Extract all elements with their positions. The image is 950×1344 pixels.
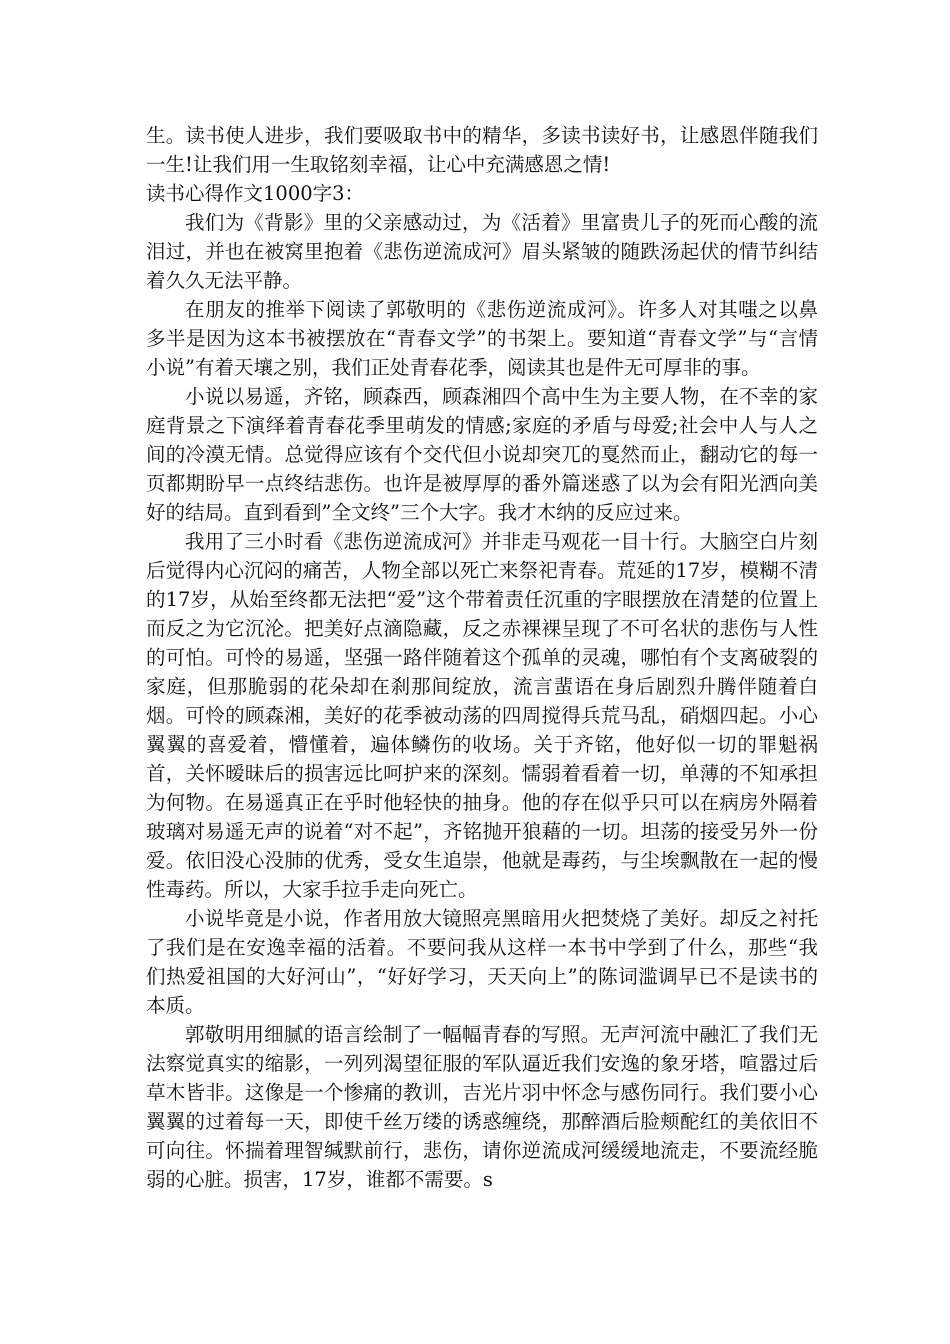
paragraph: 我们为《背影》里的父亲感动过，为《活着》里富贵儿子的死而心酸的流泪过，并也在被窝里抱着《悲伤逆流成河》眉头紧皱的随跌汤起伏的情节纠结着久久无法平静。 bbox=[146, 211, 818, 292]
paragraph: 郭敬明用细腻的语言绘制了一幅幅青春的写照。无声河流中融汇了我们无法察觉真实的缩影，一列列渴望征服的军队逼近我们安逸的象牙塔，喧嚣过后草木皆非。这像是一个惨痛的教训，吉光片羽中怀念与感伤同行。我们要小心翼翼的过着每一天，即使千丝万缕的诱惑缠绕，那醉酒后脸颊酡红的美依旧不可向往。怀揣着理智缄默前行，悲伤，请你逆流成河缓缓地流走，不要流经脆弱的心脏。损害，17岁，谁都不需要。s bbox=[146, 1023, 818, 1191]
document-body bbox=[146, 121, 818, 1194]
paragraph-continuation: 生。读书使人进步，我们要吸取书中的精华，多读书读好书，让感恩伴随我们一生!让我们用一生取铭刻幸福，让心中充满感恩之情! bbox=[146, 124, 818, 176]
paragraph: 我用了三小时看《悲伤逆流成河》并非走马观花一目十行。大脑空白片刻后觉得内心沉闷的痛苦，人物全部以死亡来祭祀青春。荒延的17岁，模糊不清的17岁，从始至终都无法把“爱”这个带着责任沉重的字眼摆放在清楚的位置上而反之为它沉沦。把美好点滴隐藏，反之赤裸裸呈现了不可名状的悲伤与人性的可怕。可怜的易遥，坚强一路伴随着这个孤单的灵魂，哪怕有个支离破裂的家庭，但那脆弱的花朵却在刹那间绽放，流言蜚语在身后剧烈升腾伴随着白烟。可怜的顾森湘，美好的花季被动荡的四周搅得兵荒马乱，硝烟四起。小心翼翼的喜爱着，懵懂着，遍体鳞伤的收场。关于齐铭，他好似一切的罪魁祸首，关怀暧昧后的损害远比呵护来的深刻。懦弱着看着一切，单薄的不知承担为何物。在易遥真正在乎时他轻快的抽身。他的存在似乎只可以在病房外隔着玻璃对易遥无声的说着“对不起”，齐铭抛开狼藉的一切。坦荡的接受另外一份爱。依旧没心没肺的优秀，受女生追崇，他就是毒药，与尘埃飘散在一起的慢性毒药。所以，大家手拉手走向死亡。 bbox=[146, 530, 818, 901]
section-heading: 读书心得作文1000字3： bbox=[146, 182, 365, 205]
paragraph: 在朋友的推举下阅读了郭敬明的《悲伤逆流成河》。许多人对其嗤之以鼻多半是因为这本书被摆放在“青春文学”的书架上。要知道“青春文学”与“言情小说”有着天壤之别，我们正处青春花季，阅读其也是件无可厚非的事。 bbox=[146, 298, 818, 379]
paragraph: 小说以易遥，齐铭，顾森西，顾森湘四个高中生为主要人物，在不幸的家庭背景之下演绎着青春花季里萌发的情感;家庭的矛盾与母爱;社会中人与人之间的冷漠无情。总觉得应该有个交代但小说却突兀的戛然而止，翻动它的每一页都期盼早一点终结悲伤。也许是被厚厚的番外篇迷惑了以为会有阳光洒向美好的结局。直到看到”全文终”三个大字。我才木纳的反应过来。 bbox=[146, 385, 818, 524]
paragraph: 小说毕竟是小说，作者用放大镜照亮黑暗用火把焚烧了美好。却反之衬托了我们是在安逸幸福的活着。不要问我从这样一本书中学到了什么，那些“我们热爱祖国的大好河山”，“好好学习，天天向上”的陈词滥调早已不是读书的本质。 bbox=[146, 907, 818, 1017]
